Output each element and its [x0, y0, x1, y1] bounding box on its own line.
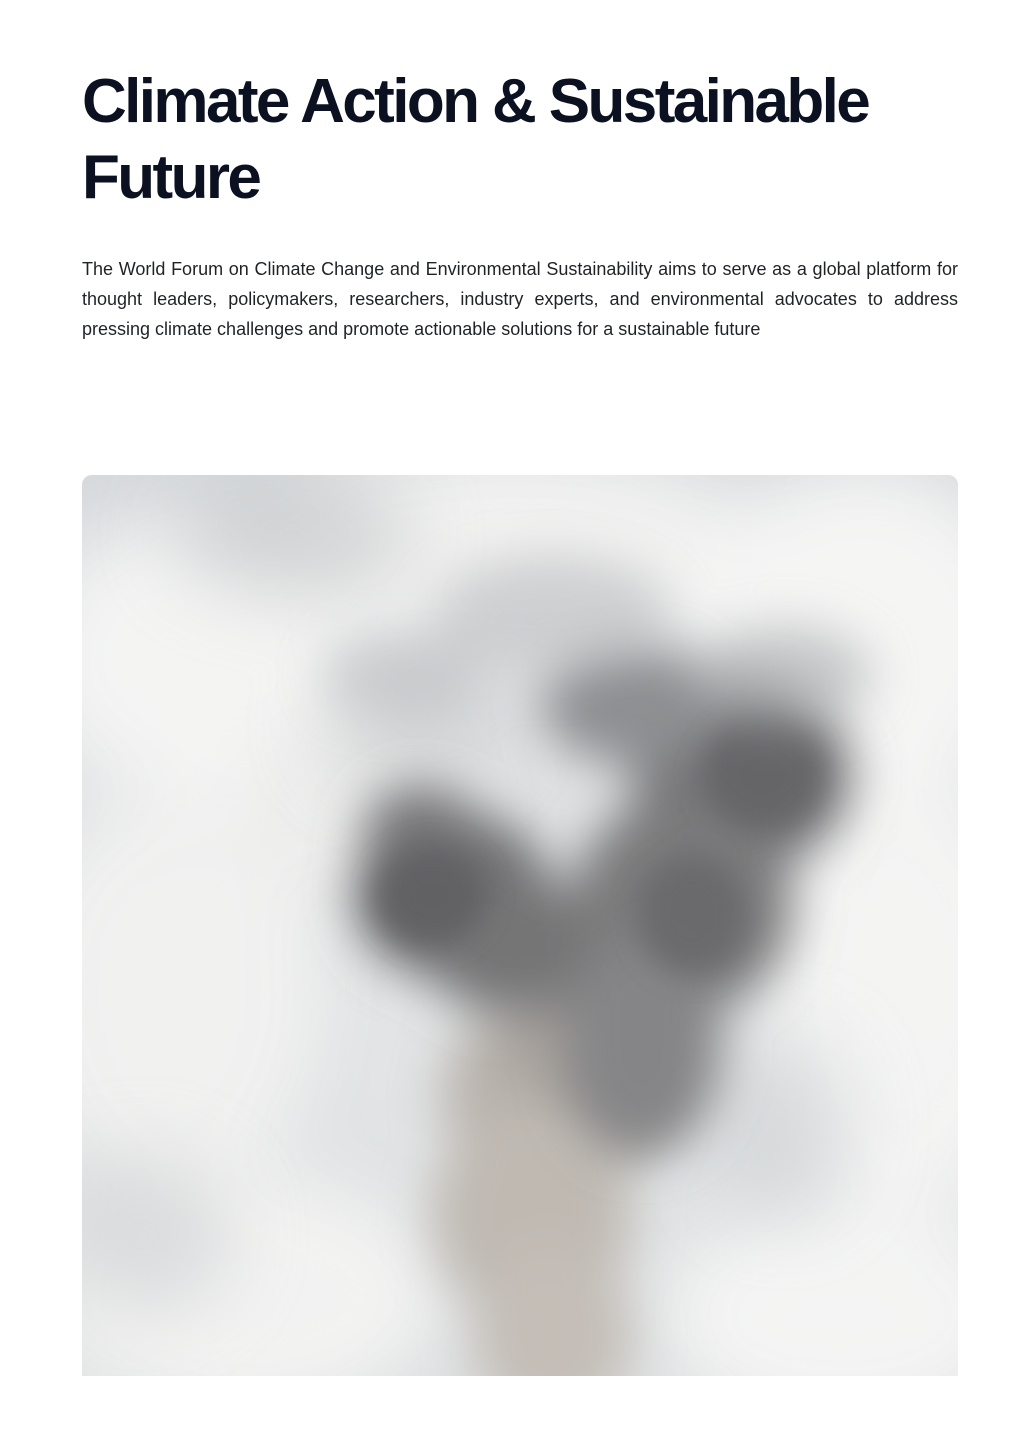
- page-title: Climate Action & Sustainable Future: [82, 67, 869, 212]
- smoke-plume-photo: [82, 475, 958, 1376]
- intro-paragraph: The World Forum on Climate Change and Environmental Sustainability aims to serve as a global platform for thought leaders, policymakers, researchers, industry experts, and environmental advocates to address pressing climate challenges and promote actionable solutions for a sustainable future: [82, 259, 958, 339]
- smoke-plume-illustration: [82, 475, 958, 1376]
